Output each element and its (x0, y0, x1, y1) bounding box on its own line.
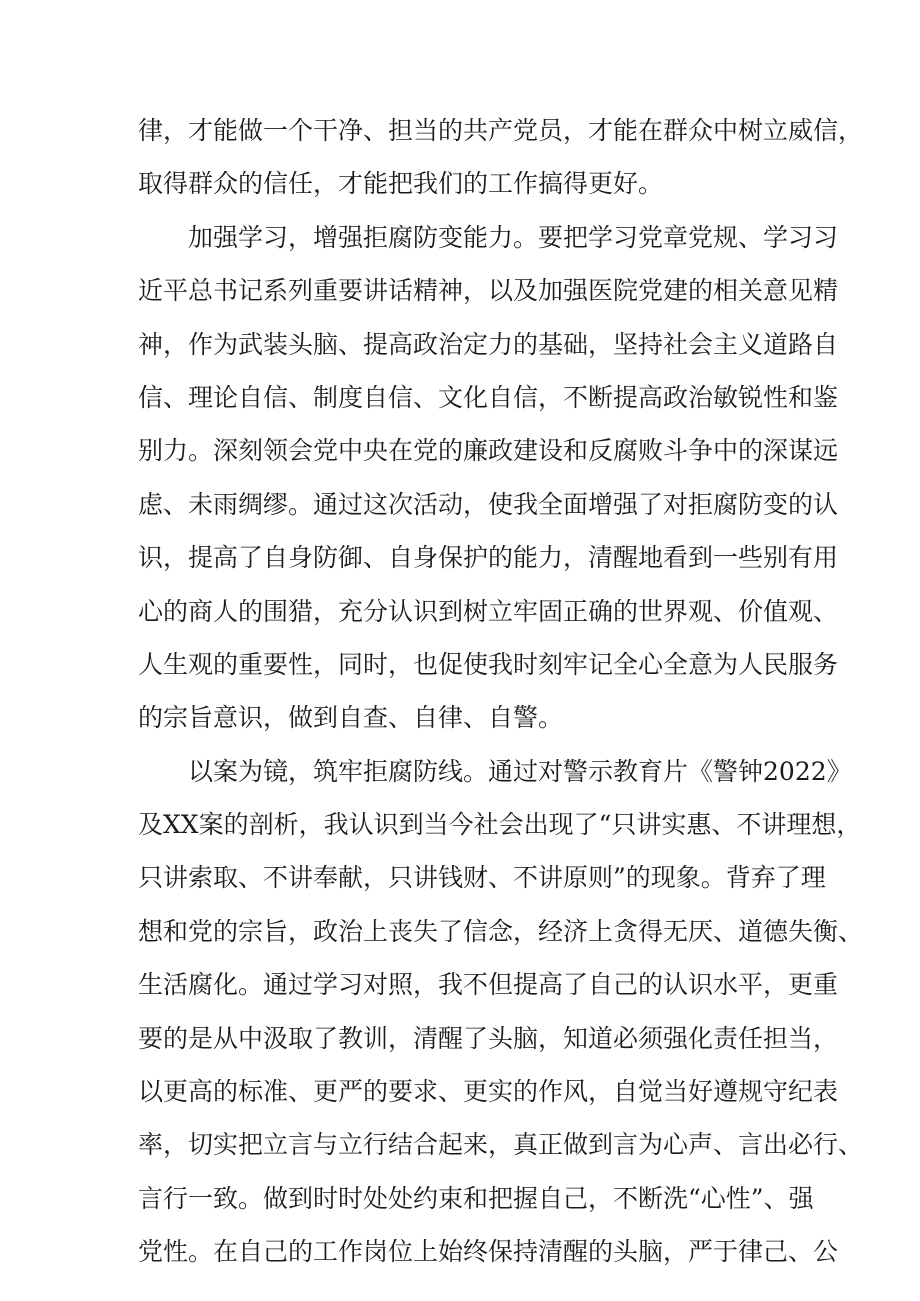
paragraph-line: 想和党的宗旨，政治上丧失了信念，经济上贪得无厌、道德失衡、 (138, 916, 864, 946)
paragraph-line: 神，作为武装头脑、提高政治定力的基础，坚持社会主义道路自 (138, 329, 839, 359)
paragraph-line: 心的商人的围猎，充分认识到树立牢固正确的世界观、价值观、 (138, 596, 839, 626)
paragraph-line: 近平总书记系列重要讲话精神，以及加强医院党建的相关意见精 (138, 276, 839, 306)
paragraph-line: 的宗旨意识，做到自查、自律、自警。 (138, 703, 564, 733)
paragraph-3 (138, 745, 864, 1279)
paragraph-line: 以更高的标准、更严的要求、更实的作风，自觉当好遵规守纪表 (138, 1077, 839, 1107)
paragraph-line: 加强学习，增强拒腐防变能力。要把学习党章党规、学习习 (188, 222, 839, 252)
paragraph-line: 虑、未雨绸缪。通过这次活动，使我全面增强了对拒腐防变的认 (138, 489, 839, 519)
paragraph-line: 要的是从中汲取了教训，清醒了头脑，知道必须强化责任担当， (138, 1023, 839, 1053)
paragraph-line: 只讲索取、不讲奉献，只讲钱财、不讲原则”的现象。背弃了理 (138, 863, 826, 893)
paragraph-line: 律，才能做一个干净、担当的共产党员，才能在群众中树立威信， (138, 116, 864, 145)
paragraph-2 (138, 211, 839, 745)
paragraph-line: 别力。深刻领会党中央在党的廉政建设和反腐败斗争中的深谋远 (138, 436, 839, 466)
paragraph-line: 及XX案的剖析，我认识到当今社会出现了“只讲实惠、不讲理想， (138, 810, 862, 840)
paragraph-line: 生活腐化。通过学习对照，我不但提高了自己的认识水平，更重 (138, 970, 839, 1000)
paragraph-line: 党性。在自己的工作岗位上始终保持清醒的头脑，严于律己、公 (138, 1237, 839, 1267)
paragraph-line: 以案为镜，筑牢拒腐防线。通过对警示教育片《警钟2022》 (188, 756, 852, 786)
paragraph-line: 信、理论自信、制度自信、文化自信，不断提高政治敏锐性和鉴 (138, 382, 839, 412)
paragraph-line: 识，提高了自身防御、自身保护的能力，清醒地看到一些别有用 (138, 543, 839, 573)
paragraph-line: 率，切实把立言与立行结合起来，真正做到言为心声、言出必行、 (138, 1130, 864, 1160)
paragraph-line: 取得群众的信任，才能把我们的工作搞得更好。 (138, 169, 664, 199)
paragraph-1 (138, 104, 864, 211)
paragraph-line: 言行一致。做到时时处处约束和把握自己，不断洗“心性”、强 (138, 1183, 814, 1213)
paragraph-line: 人生观的重要性，同时，也促使我时刻牢记全心全意为人民服务 (138, 649, 839, 679)
document-body (138, 104, 864, 1279)
